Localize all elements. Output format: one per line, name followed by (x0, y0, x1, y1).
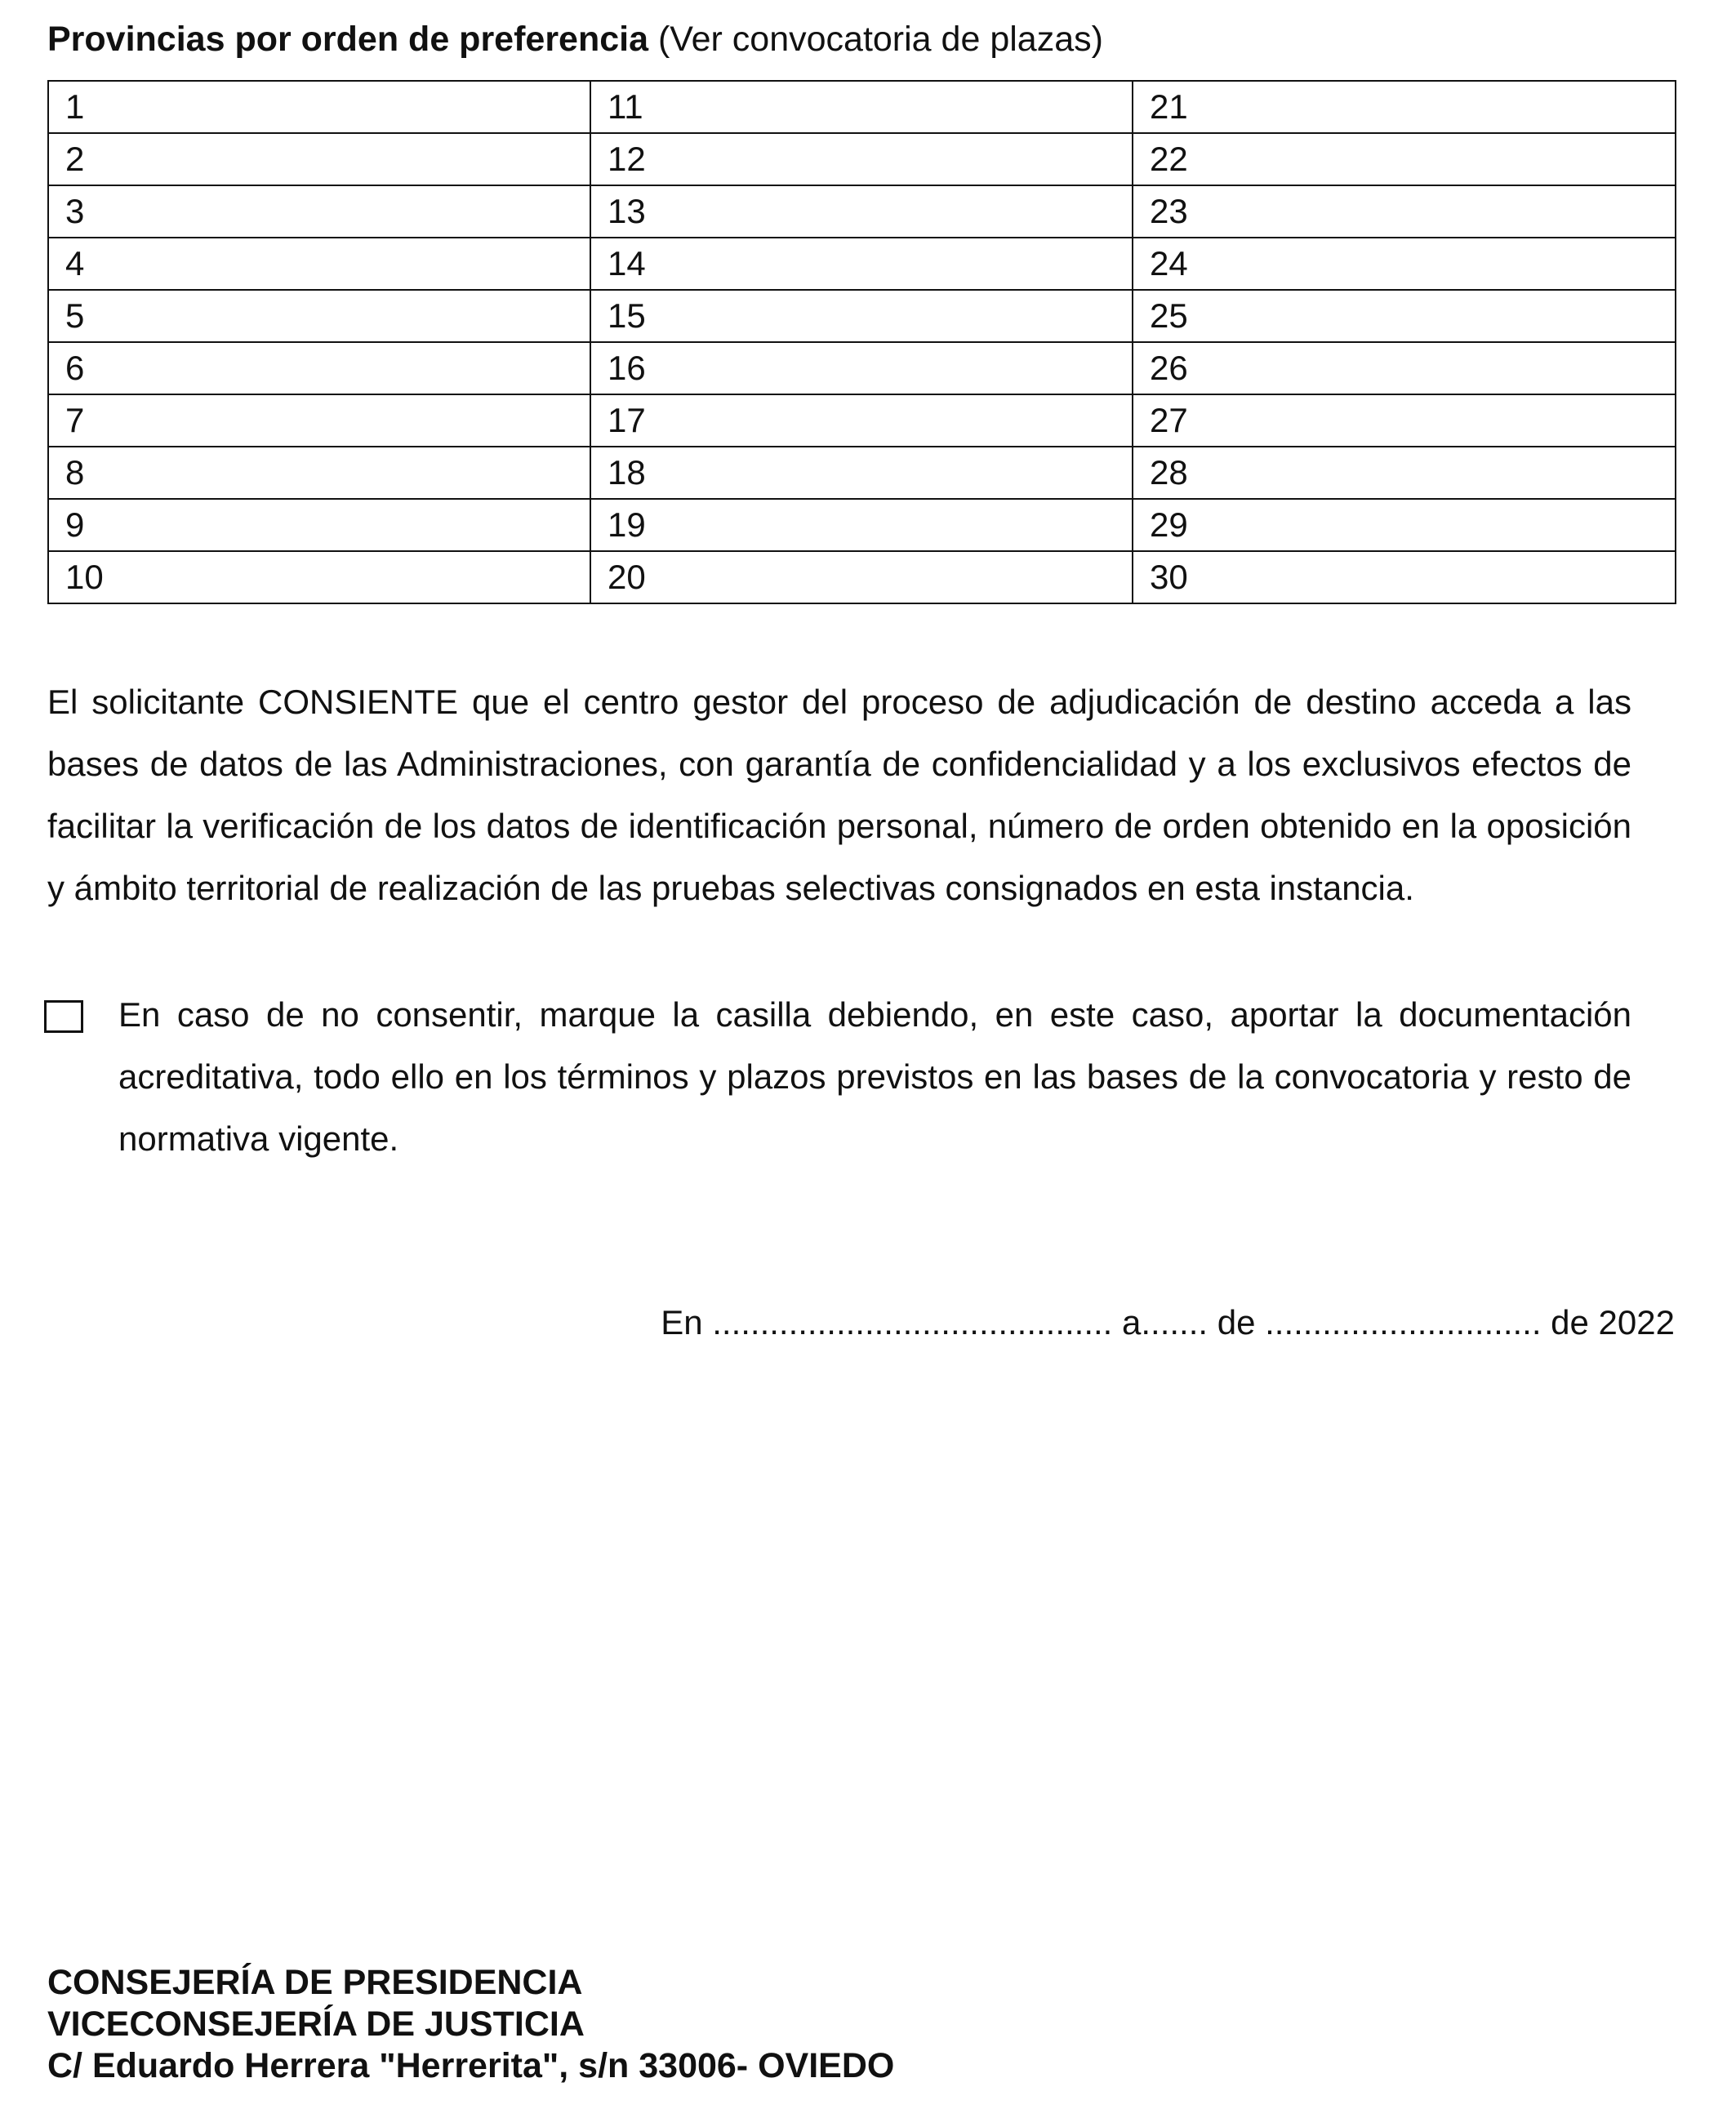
preference-cell[interactable]: 17 (590, 394, 1133, 447)
preference-cell[interactable]: 2 (48, 133, 590, 185)
heading-note: (Ver convocatoria de plazas) (648, 20, 1103, 59)
preference-cell[interactable]: 9 (48, 499, 590, 551)
preference-cell[interactable]: 23 (1133, 185, 1676, 238)
place-date-line: En .......................................... a....... de ............................. de 2022 (661, 1303, 1675, 1342)
preference-cell[interactable]: 27 (1133, 394, 1676, 447)
preference-cell[interactable]: 12 (590, 133, 1133, 185)
preference-cell[interactable]: 26 (1133, 342, 1676, 394)
preference-cell[interactable]: 24 (1133, 238, 1676, 290)
preference-cell[interactable]: 14 (590, 238, 1133, 290)
table-row (48, 551, 1676, 603)
table-row (48, 342, 1676, 394)
preference-cell[interactable]: 3 (48, 185, 590, 238)
preference-cell[interactable]: 21 (1133, 81, 1676, 133)
preference-cell[interactable]: 7 (48, 394, 590, 447)
preference-cell[interactable]: 6 (48, 342, 590, 394)
heading-title: Provincias por orden de preferencia (47, 20, 649, 59)
table-row (48, 290, 1676, 342)
preference-cell[interactable]: 20 (590, 551, 1133, 603)
footer-department: CONSEJERÍA DE PRESIDENCIA (47, 1963, 583, 2002)
preference-cell[interactable]: 29 (1133, 499, 1676, 551)
consent-paragraph: El solicitante CONSIENTE que el centro gestor del proceso de adjudicación de destino acceda a las bases de datos de las Administraciones, con garantía de confidencialidad y a los exclusivos efectos de facilitar la verificación de los datos de identificación personal, número de orden obtenido en la oposición y ámbito territorial de realización de las pruebas selectivas consignados en esta instancia. (47, 683, 1631, 907)
preference-cell[interactable]: 4 (48, 238, 590, 290)
preference-cell[interactable]: 18 (590, 447, 1133, 499)
table-row (48, 81, 1676, 133)
preference-cell[interactable]: 25 (1133, 290, 1676, 342)
table-row (48, 447, 1676, 499)
preference-cell[interactable]: 1 (48, 81, 590, 133)
footer-street-address: C/ Eduardo Herrera "Herrerita", s/n 33006- OVIEDO (47, 2046, 895, 2085)
preference-cell[interactable]: 16 (590, 342, 1133, 394)
preference-cell[interactable]: 30 (1133, 551, 1676, 603)
no-consent-text: En caso de no consentir, marque la casilla debiendo, en este caso, aportar la documentación acreditativa, todo ello en los términos y plazos previstos en las bases de la convocatoria y resto de normativa vigente. (118, 995, 1631, 1158)
preference-cell[interactable]: 5 (48, 290, 590, 342)
page-heading (47, 15, 1103, 64)
preference-cell[interactable]: 10 (48, 551, 590, 603)
preference-cell[interactable]: 22 (1133, 133, 1676, 185)
table-row (48, 238, 1676, 290)
table-row (48, 394, 1676, 447)
footer-address (47, 1962, 894, 2087)
preference-cell[interactable]: 13 (590, 185, 1133, 238)
preference-cell[interactable]: 19 (590, 499, 1133, 551)
footer-subdepartment: VICECONSEJERÍA DE JUSTICIA (47, 2005, 585, 2044)
no-consent-checkbox[interactable] (44, 1000, 83, 1033)
preference-cell[interactable]: 15 (590, 290, 1133, 342)
provinces-preference-table (47, 80, 1676, 604)
table-row (48, 499, 1676, 551)
preference-cell[interactable]: 8 (48, 447, 590, 499)
preference-cell[interactable]: 11 (590, 81, 1133, 133)
table-row (48, 185, 1676, 238)
table-row (48, 133, 1676, 185)
preference-cell[interactable]: 28 (1133, 447, 1676, 499)
